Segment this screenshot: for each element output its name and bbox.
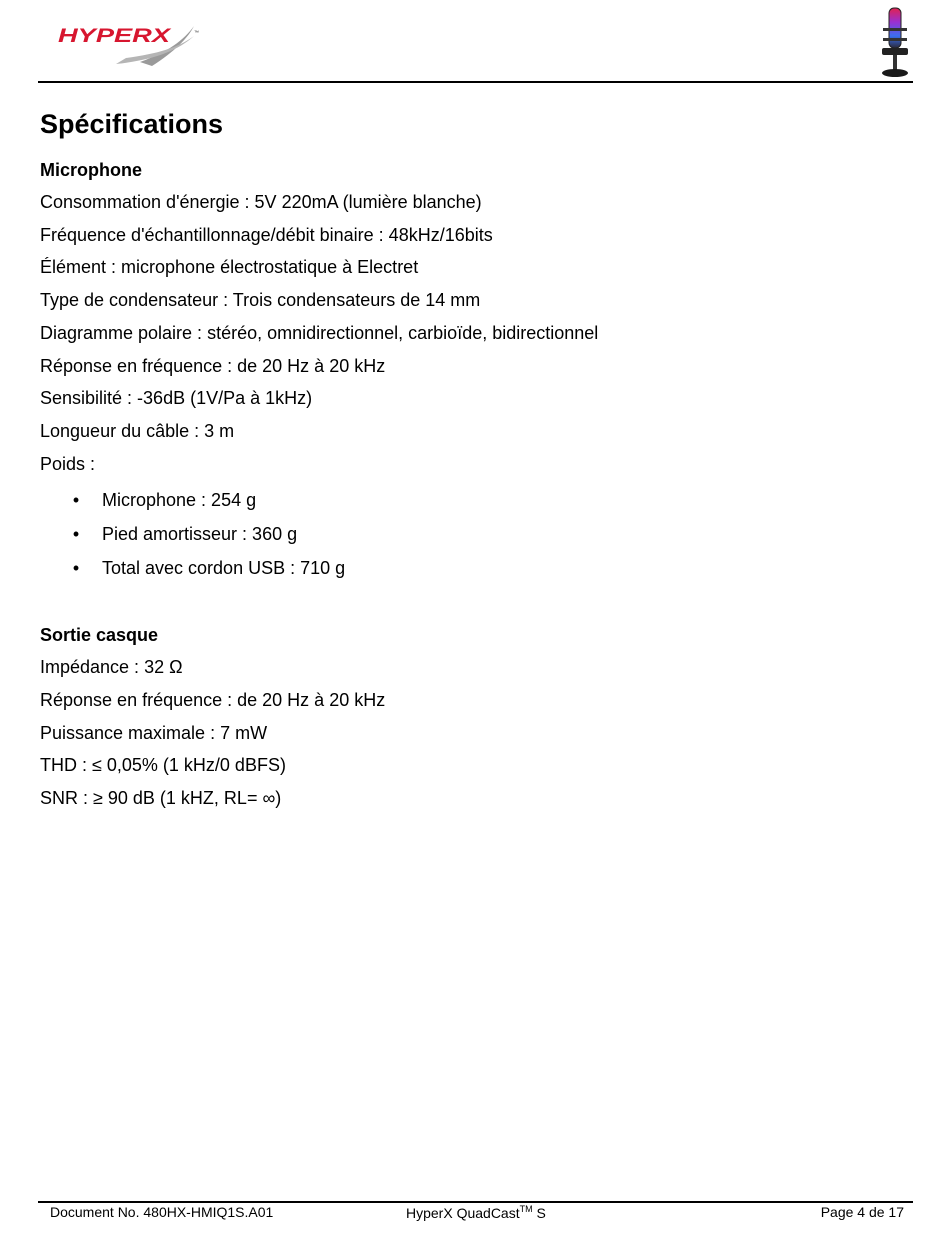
list-item: • Microphone : 254 g: [40, 483, 900, 517]
svg-text:HYPERX: HYPERX: [58, 26, 172, 47]
list-item: • Pied amortisseur : 360 g: [40, 517, 900, 551]
page-content: [40, 104, 900, 815]
page-footer: [0, 1204, 950, 1228]
spec-cable-length: Longueur du câble : 3 m: [40, 420, 235, 441]
bullet-icon: •: [72, 490, 80, 511]
weight-list: [40, 483, 900, 585]
spec-sample-rate: Fréquence d'échantillonnage/débit binaire : 48kHz/16bits: [40, 224, 493, 245]
page-title: Spécifications: [40, 109, 224, 139]
microphone-icon: [878, 6, 912, 80]
svg-text:™: ™: [194, 30, 199, 36]
page-number: Page 4 de 17: [820, 1204, 904, 1220]
spec-element: Élément : microphone électrostatique à Electret: [40, 257, 419, 278]
document-number: Document No. 480HX-HMIQ1S.A01: [50, 1204, 274, 1220]
footer-rule: [38, 1201, 913, 1203]
spec-power-consumption: Consommation d'énergie : 5V 220mA (lumière blanche): [40, 192, 482, 212]
section-heading-headphone-output: Sortie casque: [40, 625, 159, 646]
spec-sensitivity: Sensibilité : -36dB (1V/Pa à 1kHz): [40, 388, 313, 409]
spec-polar-pattern: Diagramme polaire : stéréo, omnidirectionnel, carbioïde, bidirectionnel: [40, 322, 599, 343]
footer-product-name: HyperX QuadCast™ S: [406, 1204, 546, 1221]
spec-headphone-frequency-response: Réponse en fréquence : de 20 Hz à 20 kHz: [40, 690, 386, 711]
section-gap: [40, 585, 900, 619]
hyperx-logo: [56, 22, 206, 72]
list-item: • Total avec cordon USB : 710 g: [40, 551, 900, 585]
spec-weight-label: Poids :: [40, 453, 96, 474]
spec-thd: THD : ≤ 0,05% (1 kHz/0 dBFS): [40, 755, 286, 776]
bullet-icon: •: [72, 524, 80, 545]
spec-max-power: Puissance maximale : 7 mW: [40, 722, 268, 743]
spec-snr: SNR : ≥ 90 dB (1 kHZ, RL= ∞): [40, 788, 282, 809]
header-rule: [38, 81, 913, 83]
page-header: [0, 0, 950, 86]
spec-impedance: Impédance : 32 Ω: [40, 657, 183, 678]
bullet-icon: •: [72, 558, 80, 579]
spec-frequency-response: Réponse en fréquence : de 20 Hz à 20 kHz: [40, 355, 386, 376]
spec-capsule: Type de condensateur : Trois condensateurs de 14 mm: [40, 290, 481, 311]
trademark-mark: TM: [519, 1204, 533, 1214]
section-heading-microphone: Microphone: [40, 160, 142, 180]
